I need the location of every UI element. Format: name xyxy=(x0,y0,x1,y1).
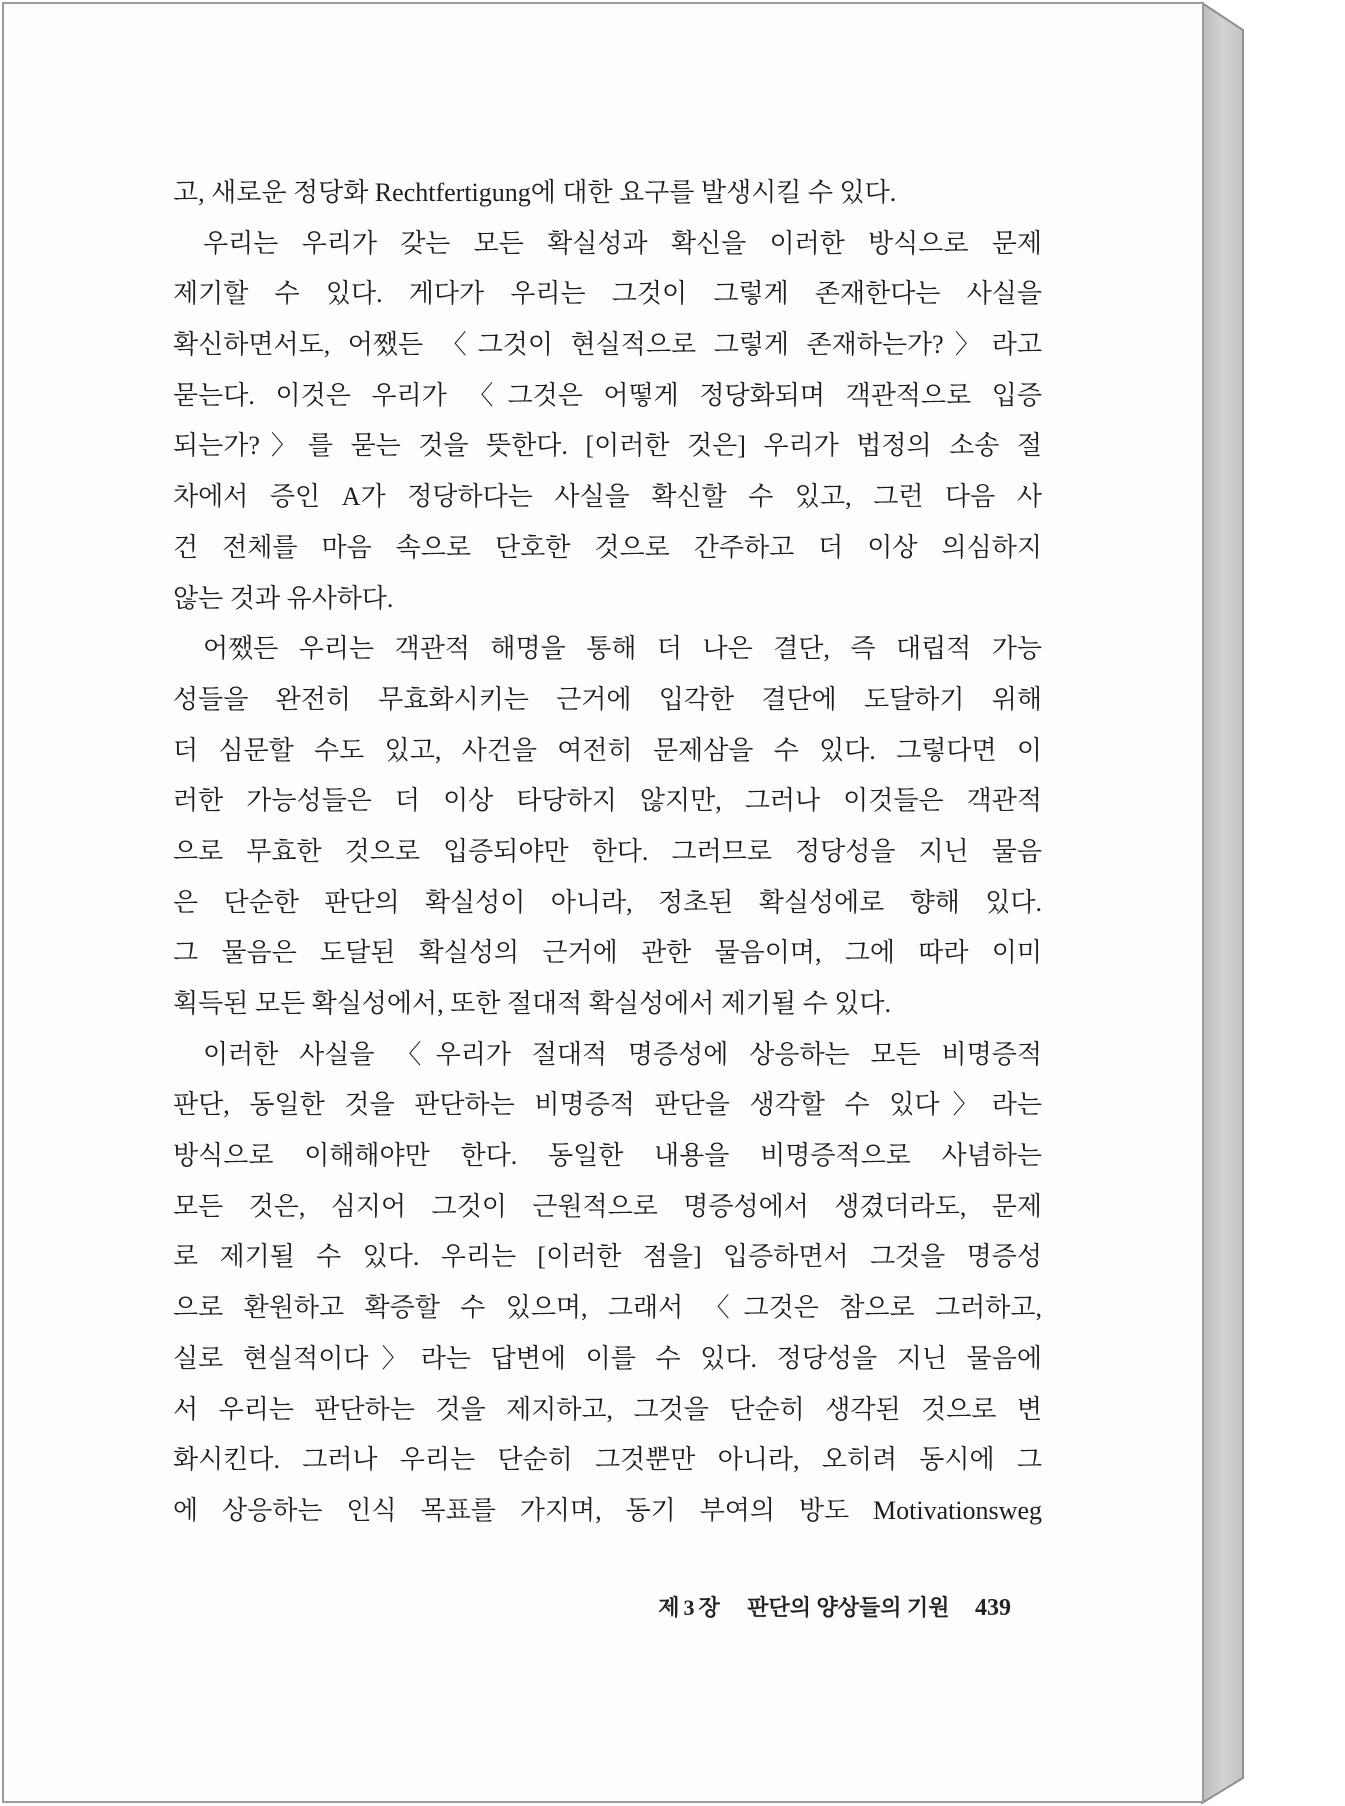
text-line: 판단, 동일한 것을 판단하는 비명증적 판단을 생각할 수 있다〉라는 xyxy=(173,1090,1042,1120)
paragraph xyxy=(173,168,1042,219)
text-line: 고, 새로운 정당화 Rechtfertigung에 대한 요구를 발생시킬 수 있다. xyxy=(173,178,897,207)
text-line: 방식으로 이해해야만 한다. 동일한 내용을 비명증적으로 사념하는 xyxy=(173,1141,1042,1171)
text-line: 이러한 사실을 〈우리가 절대적 명증성에 상응하는 모든 비명증적 xyxy=(203,1039,1042,1069)
text-line: 획득된 모든 확실성에서, 또한 절대적 확실성에서 제기될 수 있다. xyxy=(173,989,892,1018)
text-line: 확신하면서도, 어쨌든 〈그것이 현실적으로 그렇게 존재하는가?〉라고 xyxy=(173,330,1042,360)
text-line: 성들을 완전히 무효화시키는 근거에 입각한 결단에 도달하기 위해 xyxy=(173,684,1042,714)
text-line: 으로 무효한 것으로 입증되야만 한다. 그러므로 정당성을 지닌 물음 xyxy=(173,836,1042,866)
text-line: 않는 것과 유사하다. xyxy=(173,583,394,613)
text-line: 우리는 우리가 갖는 모든 확실성과 확신을 이러한 방식으로 문제 xyxy=(203,228,1042,258)
chapter-title: 판단의 양상들의 기원 xyxy=(747,1594,950,1620)
text-line: 화시킨다. 그러나 우리는 단순히 그것뿐만 아니라, 오히려 동시에 그 xyxy=(173,1445,1042,1475)
body-text xyxy=(173,168,1042,1537)
text-line: 묻는다. 이것은 우리가 〈그것은 어떻게 정당화되며 객관적으로 입증 xyxy=(173,380,1042,410)
text-line: 서 우리는 판단하는 것을 제지하고, 그것을 단순히 생각된 것으로 변 xyxy=(173,1394,1042,1424)
text-line: 에 상응하는 인식 목표를 가지며, 동기 부여의 방도 Motivationsweg xyxy=(173,1495,1042,1525)
text-line: 모든 것은, 심지어 그것이 근원적으로 명증성에서 생겼더라도, 문제 xyxy=(173,1191,1042,1221)
text-line: 로 제기될 수 있다. 우리는 [이러한 점을] 입증하면서 그것을 명증성 xyxy=(173,1242,1042,1272)
text-line: 그 물음은 도달된 확실성의 근거에 관한 물음이며, 그에 따라 이미 xyxy=(173,938,1042,968)
running-footer xyxy=(658,1588,1011,1624)
page-number: 439 xyxy=(975,1594,1011,1621)
text-line: 어쨌든 우리는 객관적 해명을 통해 더 나은 결단, 즉 대립적 가능 xyxy=(203,634,1042,664)
text-line: 차에서 증인 A가 정당하다는 사실을 확신할 수 있고, 그런 다음 사 xyxy=(173,482,1042,512)
text-line: 제기할 수 있다. 게다가 우리는 그것이 그렇게 존재한다는 사실을 xyxy=(173,279,1042,309)
chapter-label: 제3장 xyxy=(658,1594,724,1620)
text-line: 되는가?〉를 묻는 것을 뜻한다. [이러한 것은] 우리가 법정의 소송 절 xyxy=(173,431,1042,461)
paragraph xyxy=(173,219,1042,625)
paragraph xyxy=(173,1030,1042,1537)
text-line: 은 단순한 판단의 확실성이 아니라, 정초된 확실성에로 향해 있다. xyxy=(173,887,1042,917)
paragraph xyxy=(173,624,1042,1030)
text-line: 으로 환원하고 확증할 수 있으며, 그래서 〈그것은 참으로 그러하고, xyxy=(173,1293,1042,1323)
text-line: 더 심문할 수도 있고, 사건을 여전히 문제삼을 수 있다. 그렇다면 이 xyxy=(173,735,1042,765)
text-line: 러한 가능성들은 더 이상 타당하지 않지만, 그러나 이것들은 객관적 xyxy=(173,786,1042,816)
text-line: 실로 현실적이다〉라는 답변에 이를 수 있다. 정당성을 지닌 물음에 xyxy=(173,1343,1042,1373)
text-line: 건 전체를 마음 속으로 단호한 것으로 간주하고 더 이상 의심하지 xyxy=(173,532,1042,562)
